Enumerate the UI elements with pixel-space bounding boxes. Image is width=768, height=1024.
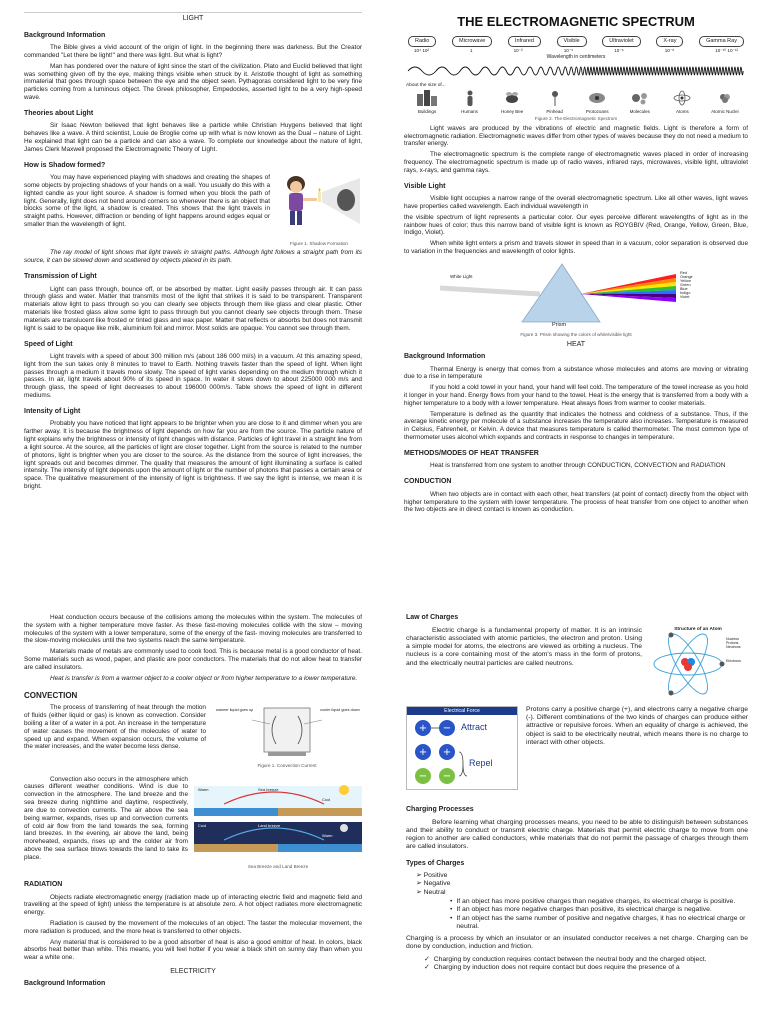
shadow-formation-illustration xyxy=(276,174,362,236)
atom-label-electrons: Electrons xyxy=(726,659,741,664)
heat-direction-paragraph: Heat is transfer is from a warmer object to a cooler object or from higher temperature to a lower temperature. xyxy=(50,674,358,682)
type-label: Negative xyxy=(423,880,451,888)
rule-text: If an object has the same number of positive and negative charges, it has no electrical charge or neutral. xyxy=(456,914,746,930)
atom-label-neutrons: Neutrons xyxy=(726,644,741,649)
heat-paragraph-1: Thermal Energy is energy that comes from a substance whose molecules and atoms are moving or vibrating due to a rise in temperature xyxy=(404,365,748,381)
convection-caption: Figure 1. Convection Current xyxy=(257,763,317,769)
object-atomic-nuclei xyxy=(706,90,744,114)
nucleus-icon xyxy=(714,90,736,106)
band-visible: Visible xyxy=(557,36,587,47)
convection-block xyxy=(24,704,362,771)
object-pinhead xyxy=(536,90,574,114)
object-atoms xyxy=(663,90,701,114)
type-label: Neutral xyxy=(423,888,446,896)
bee-icon xyxy=(501,90,523,106)
svg-text:+: + xyxy=(442,747,452,758)
object-protozoans xyxy=(578,90,616,114)
em-paragraph-1: Light waves are produced by the vibrations of electric and magnetic fields. Light is therefore a form of electromagnetic radiation. Electromagnetic waves differ from other types of waves because they do not need a medium to transfer energy. xyxy=(404,124,748,148)
speed-heading: Speed of Light xyxy=(24,340,73,348)
radiation-paragraph-3: Any material that is considered to be a good absorber of heat is also a good emittor of heat. In colors, black absorbs heat better than white. This means, you will feel hotter if you wear a black shirt on sunny day than when you wear a white one. xyxy=(24,938,362,962)
pinhead-icon xyxy=(544,90,566,106)
band-radio: Radio xyxy=(408,36,436,47)
em-paragraph-2: The electromagnetic spectrum is the complete range of electromagnetic waves placed in order of increasing frequency. The electromagnetic spectrum is made up of radio waves, infrared rays, microwaves, visible light, ultraviolet rays, x-rays, and gamma rays. xyxy=(404,151,748,174)
charge-rules-list xyxy=(450,898,748,931)
rule-item xyxy=(450,915,748,932)
spectrum-title: THE ELECTROMAGNETIC SPECTRUM xyxy=(457,14,695,29)
band-gamma: Gamma Ray xyxy=(699,36,744,47)
wavelength-radio: 10⁴ 10² xyxy=(414,47,429,53)
rule-text: If an object has more positive charges than negative charges, its electrical charge is positive. xyxy=(456,898,736,906)
convection-label-cool: cooler liquid goes down xyxy=(320,708,360,713)
spectrum-caption: Figure 2. The Electromagnetic Spectrum xyxy=(534,116,618,122)
heat-background-heading: Background Information xyxy=(404,353,486,361)
arrow-bullet-icon: ➢ xyxy=(416,888,424,896)
light-column xyxy=(24,12,362,582)
shadow-figure xyxy=(276,174,362,249)
bullet-icon: • xyxy=(450,906,453,914)
atom-icon xyxy=(671,90,693,106)
shadow-paragraph-2: The ray model of light shows that light travels in straight paths. Although light follows a straight path from its source, it can be slowed down and scattered by objects placed in its path. xyxy=(24,249,362,265)
object-label: Atoms xyxy=(675,108,689,114)
wavelength-microwave: 1 xyxy=(470,47,473,53)
conduction-paragraph: When two objects are in contact with each other, heat transfers (at point of contact) directly from the object with higher temperature to the system with lower temperature. The process of heat transfer from one object to another when the two objects are in direct contact is known as conduction. xyxy=(404,490,748,514)
conduction-heading: CONDUCTION xyxy=(404,478,452,486)
svg-text:−: − xyxy=(442,723,452,734)
types-list xyxy=(416,872,748,897)
rule-item xyxy=(450,906,748,914)
wavelength-gamma: 10⁻¹⁰ 10⁻¹² xyxy=(715,47,738,53)
convection-label-warm: warmer liquid goes up xyxy=(216,708,254,713)
charging-processes-paragraph: Before learning what charging processes means, you need to be able to distinguish between substances and their ability to conduct or transmit electric charge. Materials that permit electric charge to move from one region to another are called conductors, while materials that do not permit the passage of charges through them are called insulators. xyxy=(406,818,748,851)
object-buildings xyxy=(408,90,446,114)
color-label-violet: Violet xyxy=(680,295,690,300)
arrow-bullet-icon: ➢ xyxy=(416,872,424,880)
convection-paragraph-2: Convection also occurs in the atmosphere which causes different weather conditions. Wind is due to convection in the atmosphere. The land breeze and the sea breeze during nighttime and daytime, respectively, are due to convection currents. The air above the sea being warmer, expands, rises up and convection currents of cold air flow from the land towards the sea, forming land breezes. In the evening, air above the land, being moreheated, expands, rises up and the colder air from above the sea surface blows towards the land to take its place. xyxy=(24,775,188,861)
object-label: Protozoans xyxy=(585,108,609,114)
object-label: Honey Bee xyxy=(500,108,524,114)
object-molecules xyxy=(621,90,659,114)
breeze-figure xyxy=(194,776,362,873)
color-label-orange: Orange xyxy=(680,274,693,279)
charging-processes-heading: Charging Processes xyxy=(406,806,474,813)
type-item xyxy=(416,880,748,888)
atom-label-nucleus: Nucleus xyxy=(726,636,739,641)
type-item xyxy=(416,889,748,897)
svg-text:+: + xyxy=(418,723,428,734)
spectrum-band-row xyxy=(408,36,744,47)
visible-light-heading: Visible Light xyxy=(404,182,446,190)
charges-block xyxy=(406,627,748,700)
radiation-heading: RADIATION xyxy=(24,881,63,889)
charges-paragraph: Electric charge is a fundamental property of matter. It is an intrinsic characteristic associated with atomic particles, the electron and proton. Using a simple model for atoms, the electrons are viewed as orbiting a nucleus. The nucleus is a core containing most of the atom's mass in the form of protons, and the electrically neutral particles are called neutrons. xyxy=(406,626,642,667)
spectrum-wave-graphic xyxy=(404,60,748,82)
band-xray: X-ray xyxy=(656,36,683,47)
color-label-list xyxy=(680,271,693,300)
breeze-label-cool-day: Cool xyxy=(322,796,331,802)
breeze-block xyxy=(24,776,362,873)
law-of-charges-heading: Law of Charges xyxy=(406,614,459,621)
header-rule xyxy=(24,12,362,13)
electrical-force-figure xyxy=(406,706,518,790)
electrical-force-block xyxy=(406,706,748,790)
prism-caption: Figure 3. Prism showing the colors of white/visible light xyxy=(520,331,632,337)
prism-illustration xyxy=(404,260,748,330)
background-paragraph-2: Man has pondered over the nature of light since the start of the civilization. Plato and Euclid believed that light was something given off by the eye, making things visible when struck by it. Aristotle thought of light as something immaterial that goes through space between the eye and the object seen. Pythagoras considered light to be very fine particles coming from a luminous object. The Greek philosopher, Empedocles, asserted light to be a very high-speed wave. xyxy=(24,62,362,101)
wavelength-visible: 10⁻⁵ xyxy=(563,47,574,53)
buildings-icon xyxy=(416,90,438,106)
background-heading: Background Information xyxy=(24,31,106,39)
breeze-caption: Sea Breeze and Land Breeze xyxy=(247,864,309,870)
color-label-green: Green xyxy=(680,283,691,288)
check-text: Charging by induction does not require contact but does require the presence of a xyxy=(433,964,680,971)
object-label: Humans xyxy=(461,108,478,114)
object-label: Atomic Nuclei xyxy=(711,108,739,114)
object-label: Buildings xyxy=(417,108,437,114)
shadow-figure-caption: Figure 1. Shadow Formation xyxy=(290,240,348,246)
rule-item xyxy=(450,898,748,906)
visible-paragraph-1: Visible light occupies a narrow range of the overall electromagnetic spectrum. Like all other waves, light waves have properties called wavelength. Each individual wavelength in xyxy=(404,195,748,211)
svg-text:+: + xyxy=(418,747,428,758)
atom-figure xyxy=(648,627,748,700)
molecule-icon xyxy=(629,90,651,106)
speed-paragraph: Light travels with a speed of about 300 million m/s (about 186 000 mi/s) in a vacuum. At this amazing speed, light from the sun takes only 8 minutes to travel to Earth. Nothing travels faster than the speed of light. When light passes through a medium it travels more slowly. The speed of light varies depending on the medium through which it passes. In air, light travels about 90% of its speed in space. In water it slows down to about 225000 000 m/s and through glass, the speed of light decreases to about 196000 000m/s. Table shows the speed of light in different mediums. xyxy=(24,353,362,400)
breeze-label-land: Land breeze xyxy=(258,822,281,828)
repel-label: Repel xyxy=(469,758,493,768)
spectrum-objects-row xyxy=(408,90,744,114)
theories-paragraph: Sir Isaac Newton believed that light behaves like a particle while Christian Huygens believed that light behaves like a wave. A third scientist, Louie de Broglie come up with what is now known as the Dual – nature of Light. He explained that light can be a particle and can also a wave. To complete our knowledge about the nature of light, James Clerk Maxwell proposed the Electromagnetic Theory of Light. xyxy=(24,122,362,153)
color-label-yellow: Yellow xyxy=(680,279,691,284)
arrow-bullet-icon: ➢ xyxy=(416,880,424,888)
heat-transfer-column xyxy=(24,614,362,1024)
heat-paragraph-2: If you hold a cold towel in your hand, your hand will feel cold. The temperature of the towel increase as you hold it longer in your hand. Energy flows from your hand to the towel. Heat is the energy that is transferred from a body with a higher temperature to a body with a lower temperature. Heat always flows from warmer to cooler materials. xyxy=(404,384,748,407)
force-diagram xyxy=(407,715,517,789)
about-size-label: About the size of... xyxy=(406,83,446,89)
breeze-label-warm-night: Warm xyxy=(322,832,333,838)
breeze-label-sea: Sea breeze xyxy=(258,786,279,792)
checkmark-icon: ✓ xyxy=(424,955,430,963)
electricity-background-heading: Background Information xyxy=(24,979,106,987)
color-label-blue: Blue xyxy=(680,287,688,292)
protons-paragraph: Protons carry a positive charge (+), and electrons carry a negative charge (-). Different combinations of the two kinds of charges can produce either attractive or repulsive forces. When an equality of charge is achieved, the object is said to be electrically neutral, which means there is no charge to interact with other objects. xyxy=(526,705,748,746)
object-honey-bee xyxy=(493,90,531,114)
radiation-paragraph-1: Objects radiate electromagnetic energy (radiation made up of interacting electric field and magnetic field and travelling at the speed of light) unless the temperature is at absolute zero. A hot object radiates more electromagnetic energy. xyxy=(24,893,362,917)
convection-figure xyxy=(212,704,362,771)
shadow-block xyxy=(24,174,362,249)
convection-heading: CONVECTION xyxy=(24,690,78,700)
protozoan-icon xyxy=(586,90,608,106)
white-light-label: White Light xyxy=(450,273,473,279)
convection-paragraph-1: The process of transferring of heat through the motion of fluids (either liquid or gas) is known as convection. Consider boiling a liter of a water in a pot. An increase in the temperature of water causes the movement of the molecules of water to speed up and expand. When expansion occurs, the volume of the water increases, and the water become less dense. xyxy=(24,704,206,751)
methods-paragraph: Heat is transferred from one system to another through CONDUCTION, CONVECTION and RADIATION xyxy=(430,462,726,470)
prism-label: Prism xyxy=(552,321,567,328)
intensity-paragraph: Probably you have noticed that light appears to be brighter when you are close to it and dimmer when you are farther away. It is because the brightness of light depends on how far you are from the source. The particle nature of light explains why the brightness or intensity of light changes with distance. Particles of light travel in a straight line from a light source. At the source, all the particles of light are closer together. Light from the source is related to the number of photons, light is brighter when you are closer to the source. As the distance from the source of light increases, the light spreads out and becomes dimmer. The quality that measures the amount of light illuminating a surface is called intensity. The intensity of light depends upon the amount of light or the number of photons that passes a certain area or space. The qualitative measurement of the intensity of light is brightness. If we say the light is intense, we mean it is bright. xyxy=(24,420,362,490)
object-humans xyxy=(451,90,489,114)
shadow-heading: How is Shadow formed? xyxy=(24,161,106,169)
spectrum-heat-column xyxy=(404,14,748,584)
theories-heading: Theories about Light xyxy=(24,109,94,117)
heat-paragraph-3: Temperature is defined as the quantity that indicates the hotness and coldness of a substance. Thus, if the average kinetic energy per molecule of a substance increases the temperature also increases. Temperature is measured in Celsius, Fahrenheit, or Kelvin. A device that measures temperature is called thermometer. The most common type of thermometer uses alcohol which expands and contracts in response to changes in temperature. xyxy=(404,410,748,442)
color-label-red: Red xyxy=(680,270,687,275)
light-title: LIGHT xyxy=(182,15,204,22)
check-item xyxy=(424,964,748,972)
atom-label-list xyxy=(726,637,741,664)
atom-title: Structure of an Atom xyxy=(674,626,722,632)
electrical-force-title: Electrical Force xyxy=(407,707,517,715)
transmission-heading: Transmission of Light xyxy=(24,273,97,281)
visible-paragraph-3: When white light enters a prism and travels slower in speed than in a vacuum, color separation is observed due to variation in the frequencies and wavelength of color lights. xyxy=(404,240,748,256)
types-of-charges-heading: Types of Charges xyxy=(406,859,465,867)
conduction-molecules-paragraph: Heat conduction occurs because of the collisions among the molecules within the system. The molecules of the system with a higher temperature move faster. As these fast-moving molecules collide with the slow – moving molecules of the system with a lower temperature, some of the energy of the fast- moving molecules are transferred to the slow-moving molecules until the two systems reach the same temperature. xyxy=(24,614,362,645)
svg-text:−: − xyxy=(442,771,452,782)
color-label-indigo: Indigo xyxy=(680,291,691,296)
transmission-paragraph: Light can pass through, bounce off, or be absorbed by matter. Light easily passes through air. It can pass through glass and water. Matter that transmits most of the light that strikes it is said to be transparent. Transparent materials allow light to pass through so you can clearly see objects through them like glass and clear plastic. Other materials like frosted glass allow some light to pass through but you cannot clearly see objects through them. These materials are translucent like frosted or tinted glass and wax paper. Matter that reflects or absorbs but does not transmit light is said to be opaque like milk, aluminium foil and mirror. Most solids are opaque. You cannot see through them. xyxy=(24,285,362,332)
background-paragraph-1: The Bible gives a vivid account of the origin of light. In the beginning there was darkness. But the Creator commanded "Let there be light!" and there was light. But what is light? xyxy=(24,44,362,59)
wavelength-infrared: 10⁻² xyxy=(513,47,523,53)
band-infrared: Infrared xyxy=(508,36,541,47)
electricity-column xyxy=(406,614,748,1024)
heat-title: HEAT xyxy=(566,341,586,349)
check-item xyxy=(424,956,748,964)
spectrum-wavelength-row xyxy=(414,48,738,54)
electricity-title: ELECTRICITY xyxy=(170,968,216,976)
intensity-heading: Intensity of Light xyxy=(24,407,81,415)
atom-label-protons: Protons xyxy=(726,640,739,645)
attract-label: Attract xyxy=(461,722,488,732)
bullet-icon: • xyxy=(450,914,453,922)
band-microwave: Microwave xyxy=(452,36,492,47)
breeze-label-warm-day: Warm xyxy=(198,786,209,792)
rule-text: If an object has more negative charges than positive, its electrical charge is negative. xyxy=(456,906,712,914)
charging-paragraph: Charging is a process by which an insulator or an insulated conductor receives a net charge. Charging can be done by conduction, induction and friction. xyxy=(406,935,748,951)
type-label: Positive xyxy=(423,872,448,880)
check-text: Charging by conduction requires contact between the neutral body and the charged object. xyxy=(433,955,707,963)
shadow-paragraph-1: You may have experienced playing with shadows and creating the shapes of some objects by projecting shadows of your hands on a wall. You usually do this with a lighted candle as your light source. A shadow is formed when you block the path of light. Generally, light does not bend around corners so whenever there is an object that blocks some of the light, a shadow is created. This shows that the light travels in straight paths. However, diffraction or bending of light happens around edges equal or smaller than the wavelength of light. xyxy=(24,174,270,228)
wavelength-ultraviolet: 10⁻⁶ xyxy=(614,47,624,53)
wavelength-xray: 10⁻⁸ xyxy=(664,47,675,53)
object-label: Pinhead xyxy=(546,108,563,114)
visible-paragraph-2: the visible spectrum of light represents a particular color. Our eyes perceive different wavelengths of light as in the rainbow hues of color; thus this narrow band of visible light is known as ROYGBIV (Red, Orange, Yellow, Green, Blue, Indigo, Violet). xyxy=(404,213,748,237)
band-ultraviolet: Ultraviolet xyxy=(602,36,640,47)
wavelength-scale-label: Wavelength in centimeters xyxy=(546,54,606,61)
breeze-label-cool-night: Cool xyxy=(198,822,207,828)
conductors-paragraph: Materials made of metals are commonly used to cook food. This is because metal is a good conductor of heat. Some materials such as wood, paper, and plastic are poor conductors. The materials that do not allow heat to transfer are called insulators. xyxy=(24,648,362,671)
prism-figure xyxy=(404,260,748,330)
humans-icon xyxy=(459,90,481,106)
bullet-icon: • xyxy=(450,898,453,906)
object-label: Molecules xyxy=(629,108,650,114)
checkmark-icon: ✓ xyxy=(424,964,430,971)
methods-heading: METHODS/MODES OF HEAT TRANSFER xyxy=(404,449,539,457)
charging-methods-list xyxy=(424,956,748,973)
type-item xyxy=(416,872,748,880)
svg-text:−: − xyxy=(418,771,428,782)
radiation-paragraph-2: Radiation is caused by the movement of the molecules of an object. The faster the molecular movement, the more radiation is produced, and the more heat is transferred to other objects. xyxy=(24,920,362,935)
